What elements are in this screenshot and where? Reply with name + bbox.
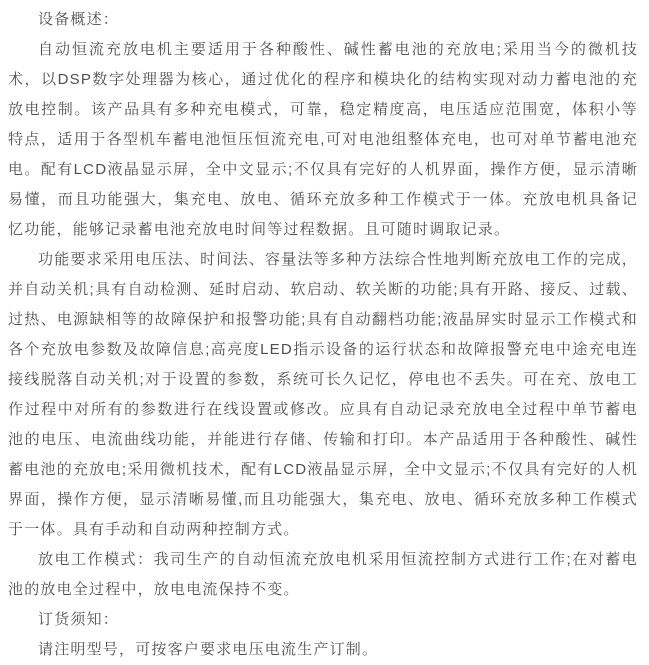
paragraph-discharge-mode: 放电工作模式：我司生产的自动恒流充放电机采用恒流控制方式进行工作;在对蓄电池的放电全过程中，放电电流保持不变。 bbox=[8, 551, 638, 598]
paragraph-ordering-note: 请注明型号，可按客户要求电压电流生产订制。 bbox=[38, 641, 379, 658]
section-heading-overview: 设备概述： bbox=[38, 11, 120, 28]
section-heading-ordering: 订货须知： bbox=[38, 611, 120, 628]
paragraph-overview: 自动恒流充放电机主要适用于各种酸性、碱性蓄电池的充放电;采用当今的微机技术，以DSP数字处理器为核心，通过优化的程序和模块化的结构实现对动力蓄电池的充放电控制。该产品具有多种充电模式，可靠，稳定精度高，电压适应范围宽，体积小等特点，适用于各型机车蓄电池恒压恒流充电,可对电池组整体充电，也可对单节蓄电池充电。配有LCD液晶显示屏，全中文显示;不仅具有完好的人机界面，操作方便，显示清晰易懂，而且功能强大，集充电、放电、循环充放多种工作模式于一体。充放电机具备记忆功能，能够记录蓄电池充放电时间等过程数据。且可随时调取记录。 bbox=[8, 41, 638, 238]
paragraph-functional-requirements: 功能要求采用电压法、时间法、容量法等多种方法综合性地判断充放电工作的完成，并自动关机;具有自动检测、延时启动、软启动、软关断的功能;具有开路、接反、过载、过热、电源缺相等的故障保护和报警功能;具有自动翻档功能;液晶屏实时显示工作模式和各个充放电参数及故障信息;高亮度LED指示设备的运行状态和故障报警充电中途充电连接线脱落自动关机;对于设置的参数，系统可长久记忆，停电也不丢失。可在充、放电工作过程中对所有的参数进行在线设置或修改。应具有自动记录充放电全过程中单节蓄电池的电压、电流曲线功能，并能进行存储、传输和打印。本产品适用于各种酸性、碱性蓄电池的充放电;采用微机技术，配有LCD液晶显示屏，全中文显示;不仅具有完好的人机界面，操作方便，显示清晰易懂,而且功能强大，集充电、放电、循环充放多种工作模式于一体。具有手动和自动两种控制方式。 bbox=[8, 251, 638, 538]
